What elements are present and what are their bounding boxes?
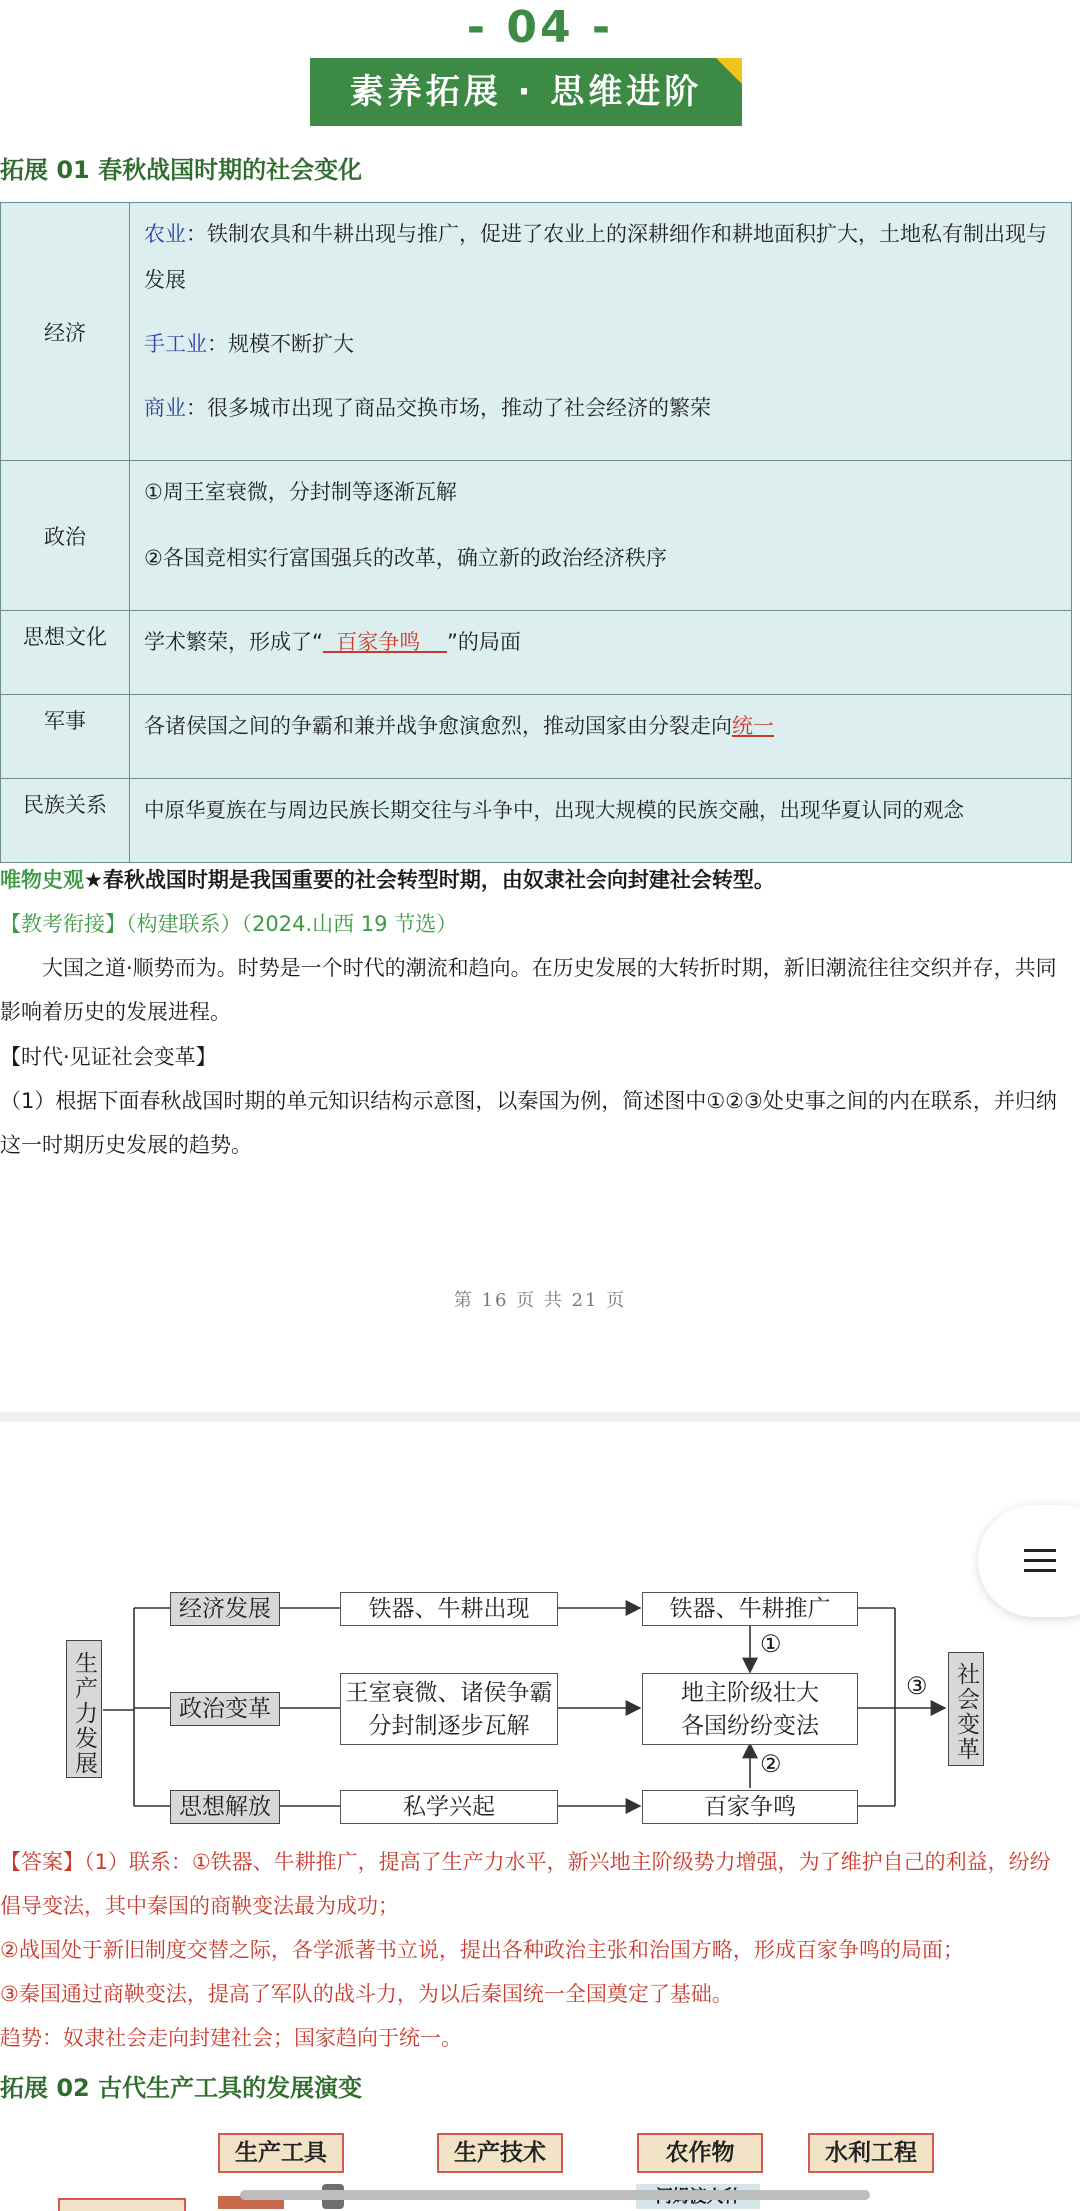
- diagram-right-politics: [642, 1673, 858, 1745]
- ext02-heading: 拓展 02 古代生产工具的发展演变: [0, 2074, 363, 2102]
- diagram-label-thought: 思想解放: [170, 1790, 280, 1824]
- diagram-mid-thought: 私学兴起: [340, 1790, 558, 1824]
- row-content-politics: [130, 461, 1072, 611]
- structure-diagram: [0, 1580, 1080, 1820]
- military-text: 各诸侯国之间的争霸和兼并战争愈演愈烈，推动国家由分裂走向: [144, 714, 732, 738]
- diagram-mark-3: ③: [906, 1674, 928, 1700]
- subheading: 【时代·见证社会变革】: [0, 1045, 217, 1069]
- section-title-banner: [310, 58, 742, 126]
- diagram-mark-2: ②: [760, 1752, 782, 1778]
- military-answer-blank: 统一: [732, 714, 774, 738]
- diagram-mid-politics-line1: 王室衰微、诸侯争霸: [345, 1680, 553, 1705]
- row-label-culture: 思想文化: [1, 611, 130, 695]
- answer-line-2: ②战国处于新旧制度交替之际，各学派著书立说，提出各种政治主张和治国方略，形成百家争鸣的局面；: [0, 1938, 964, 1962]
- agriculture-key: 农业: [144, 222, 186, 246]
- culture-answer-blank: 百家争鸣: [322, 630, 447, 654]
- knowledge-table: [0, 202, 1072, 863]
- table-row-ethnic: [1, 779, 1072, 863]
- materialism-text: ★春秋战国时期是我国重要的社会转型时期，由奴隶社会向封建社会转型。: [84, 868, 775, 892]
- passage-text: 大国之道·顺势而为。时势是一个时代的潮流和趋向。在历史发展的大转折时期，新旧潮流往往交织并存，共同影响着历史的发展进程。: [0, 956, 1057, 1024]
- handicraft-text: ：规模不断扩大: [207, 332, 354, 356]
- politics-item-1: ①周王室衰微，分封制等逐渐瓦解: [144, 480, 457, 504]
- answer-line-3: ③秦国通过商鞅变法，提高了军队的战斗力，为以后秦国统一全国奠定了基础。: [0, 1982, 733, 2006]
- materialism-note: [0, 858, 1080, 902]
- handicraft-key: 手工业: [144, 332, 207, 356]
- menu-icon-line: [1024, 1549, 1056, 1552]
- row-content-military: [130, 695, 1072, 779]
- agriculture-text: ：铁制农具和牛耕出现与推广，促进了农业上的深耕细作和耕地面积扩大，土地私有制出现与发展: [144, 222, 1047, 292]
- page-footer: 第 16 页 共 21 页: [453, 1290, 627, 1311]
- economy-commerce: [144, 385, 1057, 431]
- materialism-key: 唯物史观: [0, 868, 84, 892]
- diagram-label-politics: 政治变革: [170, 1692, 280, 1726]
- diagram-right-politics-line1: 地主阶级壮大: [681, 1680, 819, 1705]
- menu-icon-line: [1024, 1569, 1056, 1572]
- category-production-tools: 生产工具: [218, 2133, 344, 2173]
- row-label-politics: 政治: [1, 461, 130, 611]
- page-divider: [0, 1412, 1080, 1422]
- row-content-ethnic: 中原华夏族在与周边民族长期交往与斗争中，出现大规模的民族交融，出现华夏认同的观念: [130, 779, 1072, 863]
- diagram-mark-1: ①: [760, 1632, 782, 1658]
- horizontal-scrollbar[interactable]: [240, 2190, 870, 2200]
- diagram-left-productivity: 生产力发展: [66, 1640, 102, 1778]
- diagram-right-thought: 百家争鸣: [642, 1790, 858, 1824]
- table-row-culture: [1, 611, 1072, 695]
- question-text: （1）根据下面春秋战国时期的单元知识结构示意图，以秦国为例，简述图中①②③处史事之间的内在联系，并归纳这一时期历史发展的趋势。: [0, 1089, 1057, 1157]
- section-title: 素养拓展 · 思维进阶: [349, 72, 703, 112]
- commerce-key: 商业: [144, 396, 186, 420]
- category-water-works: 水利工程: [808, 2133, 934, 2173]
- row-content-economy: [130, 203, 1072, 461]
- row-label-ethnic: 民族关系: [1, 779, 130, 863]
- economy-handicraft: [144, 321, 1057, 367]
- diagram-right-politics-line2: 各国纷纷变法: [681, 1713, 819, 1738]
- ext01-heading: 拓展 01 春秋战国时期的社会变化: [0, 156, 363, 184]
- culture-text-before: 学术繁荣，形成了“: [144, 630, 323, 654]
- category-production-tech: 生产技术: [437, 2133, 563, 2173]
- row-label-military: 军事: [1, 695, 130, 779]
- diagram-result-social-change: 社会变革: [948, 1652, 984, 1766]
- exam-link: 【教考衔接】（构建联系）（2024.山西 19 节选）: [0, 912, 458, 936]
- culture-text-after: ”的局面: [446, 630, 521, 654]
- banner-corner-decoration: [716, 58, 742, 84]
- diagram-mid-economy: 铁器、牛耕出现: [340, 1592, 558, 1626]
- category-crops: 农作物: [637, 2133, 763, 2173]
- diagram-mid-politics: [340, 1673, 558, 1745]
- diagram-mid-politics-line2: 分封制逐步瓦解: [368, 1713, 530, 1738]
- commerce-text: ：很多城市出现了商品交换市场，推动了社会经济的繁荣: [186, 396, 711, 420]
- politics-item-2: ②各国竞相实行富国强兵的改革，确立新的政治经济秩序: [144, 546, 667, 570]
- answer-line-1: 【答案】（1）联系：①铁器、牛耕推广，提高了生产力水平，新兴地主阶级势力增强，为了维护自己的利益，纷纷倡导变法，其中秦国的商鞅变法最为成功；: [0, 1850, 1051, 1918]
- table-row-economy: [1, 203, 1072, 461]
- menu-icon-line: [1024, 1559, 1056, 1562]
- partial-box-left: [58, 2198, 186, 2211]
- economy-agriculture: [144, 211, 1057, 303]
- diagram-label-economy: 经济发展: [170, 1592, 280, 1626]
- answer-line-4: 趋势：奴隶社会走向封建社会；国家趋向于统一。: [0, 2026, 462, 2050]
- diagram-right-economy: 铁器、牛耕推广: [642, 1592, 858, 1626]
- row-content-culture: [130, 611, 1072, 695]
- table-row-military: [1, 695, 1072, 779]
- table-row-politics: [1, 461, 1072, 611]
- row-label-economy: 经济: [1, 203, 130, 461]
- section-number: - 04 -: [466, 2, 614, 53]
- answer-block: [0, 1840, 1070, 2060]
